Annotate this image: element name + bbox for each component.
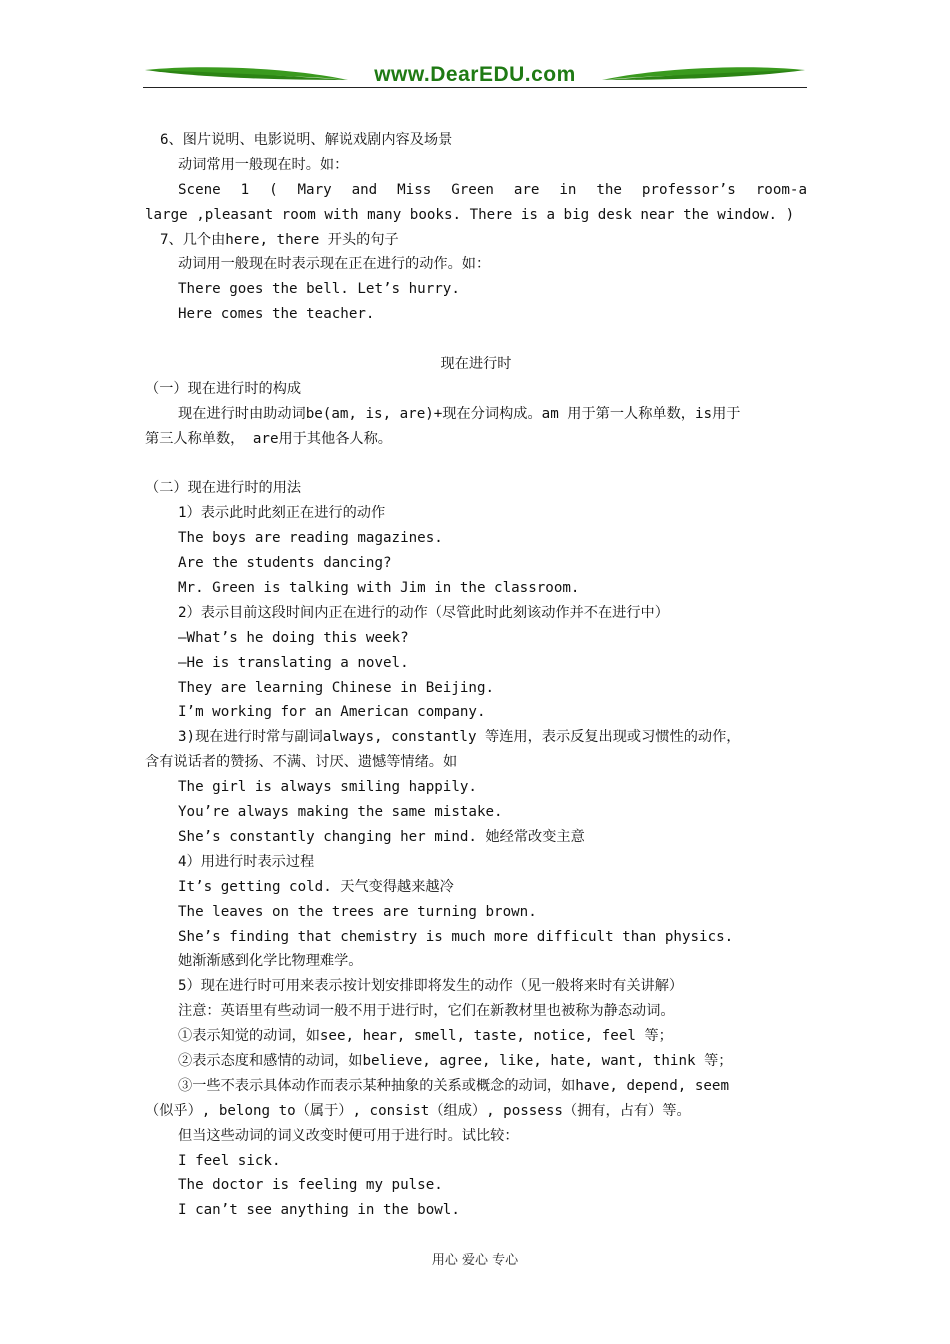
text-line: 现在进行时由助动词be(am, is, are)+现在分词构成。am 用于第一人称单数，is用于 bbox=[178, 405, 741, 422]
text-line: 5）现在进行时可用来表示按计划安排即将发生的动作（见一般将来时有关讲解） bbox=[178, 978, 684, 995]
text-line: Mr. Green is talking with Jim in the classroom. bbox=[178, 580, 580, 597]
text-line: 现在进行时 bbox=[440, 356, 512, 373]
blank-line bbox=[145, 327, 807, 352]
text-line: Are the students dancing? bbox=[178, 555, 392, 572]
text-line: ①表示知觉的动词，如see, hear, smell, taste, notice, feel 等； bbox=[178, 1028, 673, 1045]
document-body bbox=[145, 128, 807, 1223]
page-header bbox=[143, 60, 807, 92]
text-line: The leaves on the trees are turning brown. bbox=[178, 903, 537, 920]
text-line: 3)现在进行时常与副词always, constantly 等连用，表示反复出现或习惯性的动作， bbox=[178, 729, 741, 746]
text-line: large ,pleasant room with many books. There is a big desk near the window. ) bbox=[145, 206, 795, 223]
text-line: —He is translating a novel. bbox=[178, 654, 409, 671]
text-line: 含有说话者的赞扬、不满、讨厌、遗憾等情绪。如 bbox=[145, 754, 458, 771]
text-line: There goes the bell. Let’s hurry. bbox=[178, 281, 460, 298]
text-line: I’m working for an American company. bbox=[178, 704, 486, 721]
text-line: The doctor is feeling my pulse. bbox=[178, 1177, 443, 1194]
text-line: ②表示态度和感情的动词，如believe, agree, like, hate, want, think 等； bbox=[178, 1052, 733, 1069]
text-line: You’re always making the same mistake. bbox=[178, 804, 503, 821]
text-line: I can’t see anything in the bowl. bbox=[178, 1202, 460, 1219]
text-line: 1）表示此时此刻正在进行的动作 bbox=[178, 505, 386, 522]
text-line: 6、图片说明、电影说明、解说戏剧内容及场景 bbox=[160, 132, 453, 148]
text-line: 但当这些动词的词义改变时便可用于进行时。试比较： bbox=[178, 1127, 519, 1144]
text-line: 2）表示目前这段时间内正在进行的动作（尽管此时此刻该动作并不在进行中） bbox=[178, 604, 669, 621]
text-line: They are learning Chinese in Beijing. bbox=[178, 679, 495, 696]
text-line: It’s getting cold. 天气变得越来越冷 bbox=[178, 878, 454, 895]
text-line: 4）用进行时表示过程 bbox=[178, 853, 315, 870]
blank-line bbox=[145, 452, 807, 477]
text-line: （似乎）, belong to（属于）, consist（组成）, possess（拥有，占有）等。 bbox=[145, 1102, 691, 1119]
text-line: （二）现在进行时的用法 bbox=[145, 480, 302, 497]
text-line: 第三人称单数， are用于其他各人称。 bbox=[145, 430, 392, 447]
text-line: 7、几个由here, there 开头的句子 bbox=[160, 231, 399, 248]
text-line: ③一些不表示具体动作而表示某种抽象的关系或概念的动词，如have, depend, seem bbox=[178, 1077, 730, 1094]
text-line: 动词用一般现在时表示现在正在进行的动作。如： bbox=[178, 256, 491, 273]
text-line: Scene 1 ( Mary and Miss Green are in the professor’s room-a bbox=[178, 181, 807, 198]
text-line: The boys are reading magazines. bbox=[178, 530, 443, 547]
text-line: （一）现在进行时的构成 bbox=[145, 380, 302, 397]
site-url: www.DearEDU.com bbox=[374, 63, 576, 86]
text-line: 她渐渐感到化学比物理难学。 bbox=[178, 953, 363, 970]
text-line: —What’s he doing this week? bbox=[178, 629, 409, 646]
text-line: She’s constantly changing her mind. 她经常改变主意 bbox=[178, 828, 585, 845]
text-line: 注意：英语里有些动词一般不用于进行时，它们在新教材里也被称为静态动词。 bbox=[178, 1003, 675, 1020]
text-line: She’s finding that chemistry is much more difficult than physics. bbox=[178, 928, 734, 945]
text-line: Here comes the teacher. bbox=[178, 306, 375, 323]
page-footer: 用心 爱心 专心 bbox=[431, 1253, 519, 1268]
text-line: I feel sick. bbox=[178, 1152, 281, 1169]
header-rule bbox=[143, 87, 807, 88]
text-line: The girl is always smiling happily. bbox=[178, 779, 477, 796]
text-line: 动词常用一般现在时。如： bbox=[178, 156, 349, 173]
